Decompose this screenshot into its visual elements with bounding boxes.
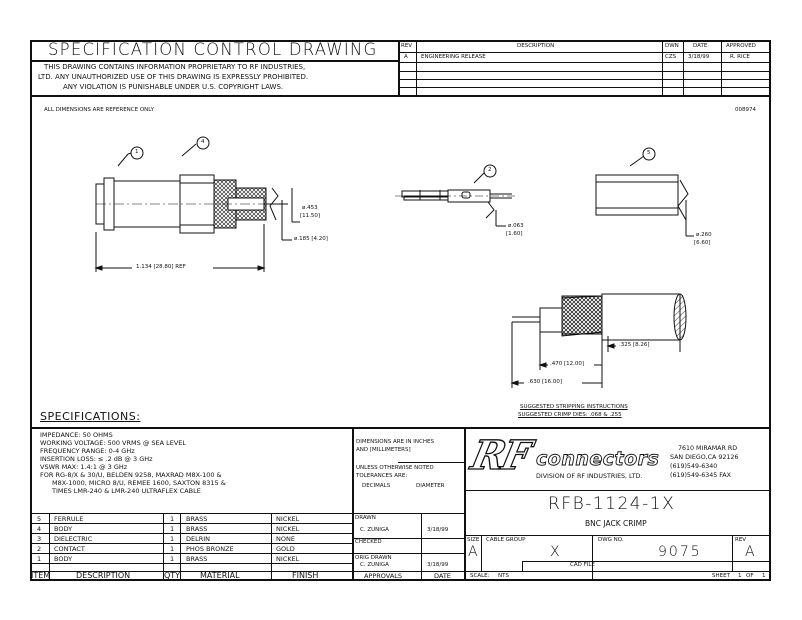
balloon-1-label: 1 <box>135 149 139 155</box>
bom-row-1-finish: NICKEL <box>276 515 300 523</box>
bom-item-header: ITEM <box>31 571 51 580</box>
company-address-1: 7610 MIRAMAR RD <box>678 445 738 452</box>
bom-finish-header: FINISH <box>292 571 319 580</box>
bom-row-2-qty: 1 <box>170 525 175 533</box>
ferrule-view <box>596 175 688 220</box>
rev-label: REV <box>735 537 747 543</box>
bom-description-header: DESCRIPTION <box>76 571 131 580</box>
company-address-2: SAN DIEGO,CA 92126 <box>670 454 739 461</box>
bom-row-5-item: 1 <box>37 555 42 563</box>
scale-label: SCALE: <box>470 573 490 579</box>
sheet-number: 1 <box>738 573 742 579</box>
balloon-2-label: 2 <box>488 167 492 173</box>
spec-insertion-loss: INSERTION LOSS: ≤ .2 dB @ 3 GHz <box>40 455 153 463</box>
notice-line-2: LTD. ANY UNAUTHORIZED USE OF THIS DRAWING IS EXPRESSLY PROHIBITED. <box>38 73 309 81</box>
date-col-header: DATE <box>693 43 708 49</box>
drawn-name: C. ZUNIGA <box>360 527 389 533</box>
rev-date: 3/18/99 <box>688 54 710 60</box>
bom-row-5-qty: 1 <box>170 555 175 563</box>
dim-470: .470 [12.00] <box>550 361 585 367</box>
orig-drawn-date: 3/18/99 <box>427 562 449 568</box>
drawn-date: 3/18/99 <box>427 527 449 533</box>
dwg-no-value: 9075 <box>658 544 702 560</box>
bom-row-5-finish: NICKEL <box>276 555 300 563</box>
spec-cable-line-2: M8X-1000, MICRO 8/U, REMEE 1600, SAXTON 8315 & <box>52 479 226 487</box>
spec-voltage: WORKING VOLTAGE: 500 VRMS @ SEA LEVEL <box>40 439 187 447</box>
stripped-cable-view <box>512 294 686 340</box>
spec-cable-line-1: FOR RG-8/X & 30/U, BELDEN 9258, MAXRAD M8X-100 & <box>40 471 222 479</box>
bom-row-3-material: DELRIN <box>186 535 211 543</box>
rev-approved-by: R. RICE <box>730 54 750 60</box>
bom-row-1-desc: FERRULE <box>54 515 84 523</box>
document-number: 008974 <box>735 107 756 113</box>
bom-row-4-desc: CONTACT <box>54 545 85 553</box>
company-phone: (619)549-6340 <box>670 463 718 470</box>
tolerance-line-1: DIMENSIONS ARE IN INCHES <box>356 439 434 445</box>
dimensions-note: ALL DIMENSIONS ARE REFERENCE ONLY <box>44 107 154 113</box>
stripping-instructions-title: SUGGESTED STRIPPING INSTRUCTIONS <box>520 404 628 410</box>
cable-group-value: X <box>550 544 560 560</box>
tolerance-line-2: AND [MILLIMETERS] <box>356 447 411 453</box>
tolerance-diameter: DIAMETER <box>416 483 445 489</box>
notice-line-3: ANY VIOLATION IS PUNISHABLE UNDER U.S. COPYRIGHT LAWS. <box>63 83 284 91</box>
bom-material-header: MATERIAL <box>200 571 240 580</box>
specifications-heading: SPECIFICATIONS: <box>40 410 141 423</box>
page-title: SPECIFICATION CONTROL DRAWING <box>48 40 378 59</box>
tolerance-line-4: TOLERANCES ARE: <box>356 473 408 479</box>
spec-frequency: FREQUENCY RANGE: 0-4 GHz <box>40 447 135 455</box>
dim-453-mm: [11.50] <box>300 213 321 219</box>
bnc-jack-view <box>96 175 288 233</box>
scale-value: NTS <box>498 573 509 579</box>
company-fax: (619)549-6345 FAX <box>670 472 731 479</box>
crimp-dies-note: SUGGESTED CRIMP DIES: .068 & .255 <box>518 412 622 418</box>
rev-value: A <box>404 54 408 60</box>
bom-row-5-material: BRASS <box>186 555 208 563</box>
company-logo-word: connectors <box>536 448 660 470</box>
dim-325: .325 [8.26] <box>619 342 650 348</box>
sheet-label: SHEET <box>712 573 730 579</box>
dim-063: ø.063 <box>508 223 524 229</box>
approvals-date-label: DATE <box>434 572 451 580</box>
dim-260: ø.260 <box>696 232 712 238</box>
rev-drawn-by: CZS <box>665 54 677 60</box>
bom-row-3-item: 3 <box>37 535 42 543</box>
bom-row-3-finish: NONE <box>276 535 295 543</box>
part-description: BNC JACK CRIMP <box>585 519 647 528</box>
orig-drawn-label: ORIG DRAWN <box>355 555 392 561</box>
bom-row-1-item: 5 <box>37 515 42 523</box>
titleblock-divider-2 <box>464 427 466 581</box>
dim-260-mm: [6.60] <box>694 240 711 246</box>
rev-description: ENGINEERING RELEASE <box>421 54 486 60</box>
notice-line-1: THIS DRAWING CONTAINS INFORMATION PROPRIETARY TO RF INDUSTRIES, <box>44 63 306 71</box>
dwn-col-header: DWN <box>665 43 679 49</box>
bom-row-4-qty: 1 <box>170 545 175 553</box>
description-col-header: DESCRIPTION <box>517 43 555 49</box>
sheet-of: OF <box>746 573 754 579</box>
bom-row-5-desc: BODY <box>54 555 73 563</box>
bom-qty-header: QTY <box>164 571 181 580</box>
bom-row-4-material: PHOS BRONZE <box>186 545 234 553</box>
balloon-5-label: 5 <box>647 150 651 156</box>
spec-impedance: IMPEDANCE: 50 OHMS <box>40 431 113 439</box>
spec-vswr: VSWR MAX: 1.4:1 @ 3 GHz <box>40 463 128 471</box>
drawn-label: DRAWN <box>355 515 376 521</box>
dim-063-mm: [1.60] <box>506 231 523 237</box>
company-division: DIVISION OF RF INDUSTRIES, LTD. <box>536 473 643 480</box>
dim-630: .630 [16.00] <box>528 379 563 385</box>
titleblock-divider-1 <box>352 427 354 581</box>
bom-row-2-desc: BODY <box>54 525 73 533</box>
titleblock-top-rule <box>30 427 771 429</box>
bom-row-2-finish: NICKEL <box>276 525 300 533</box>
cad-file-label: CAD FILE <box>570 562 595 568</box>
orig-drawn-name: C. ZUNIGA <box>360 562 389 568</box>
size-value: A <box>468 544 478 560</box>
contact-pin-view <box>395 190 518 202</box>
bom-row-4-item: 2 <box>37 545 42 553</box>
approved-col-header: APPROVED <box>726 43 756 49</box>
bom-row-4-finish: GOLD <box>276 545 295 553</box>
rev-letter: A <box>745 544 755 560</box>
bom-row-3-qty: 1 <box>170 535 175 543</box>
dim-453: ø.453 <box>302 205 318 211</box>
tolerance-decimals: DECIMALS <box>362 483 391 489</box>
balloon-4-label: 4 <box>201 139 205 145</box>
dim-185: ø.185 [4.20] <box>294 236 328 242</box>
bom-row-2-material: BRASS <box>186 525 208 533</box>
spec-cable-line-3: TIMES LMR-240 & LMR-240 ULTRAFLEX CABLE <box>52 487 201 495</box>
dim-length: 1.134 [28.80] REF <box>136 264 186 270</box>
bom-row-1-qty: 1 <box>170 515 175 523</box>
company-logo-rf: RF <box>467 432 533 479</box>
bom-row-1-material: BRASS <box>186 515 208 523</box>
checked-label: CHECKED <box>355 539 382 545</box>
cable-group-label: CABLE GROUP <box>486 537 526 543</box>
size-label: SIZE <box>467 537 480 543</box>
bom-row-3-desc: DIELECTRIC <box>54 535 93 543</box>
sheet-total: 1 <box>762 573 766 579</box>
rev-col-header: REV <box>401 43 413 49</box>
bom-row-2-item: 4 <box>37 525 42 533</box>
approvals-label: APPROVALS <box>364 572 403 580</box>
tolerance-line-3: UNLESS OTHERWISE NOTED <box>356 465 434 471</box>
dwg-no-label: DWG NO. <box>598 537 624 543</box>
part-number: RFB-1124-1X <box>548 494 676 514</box>
